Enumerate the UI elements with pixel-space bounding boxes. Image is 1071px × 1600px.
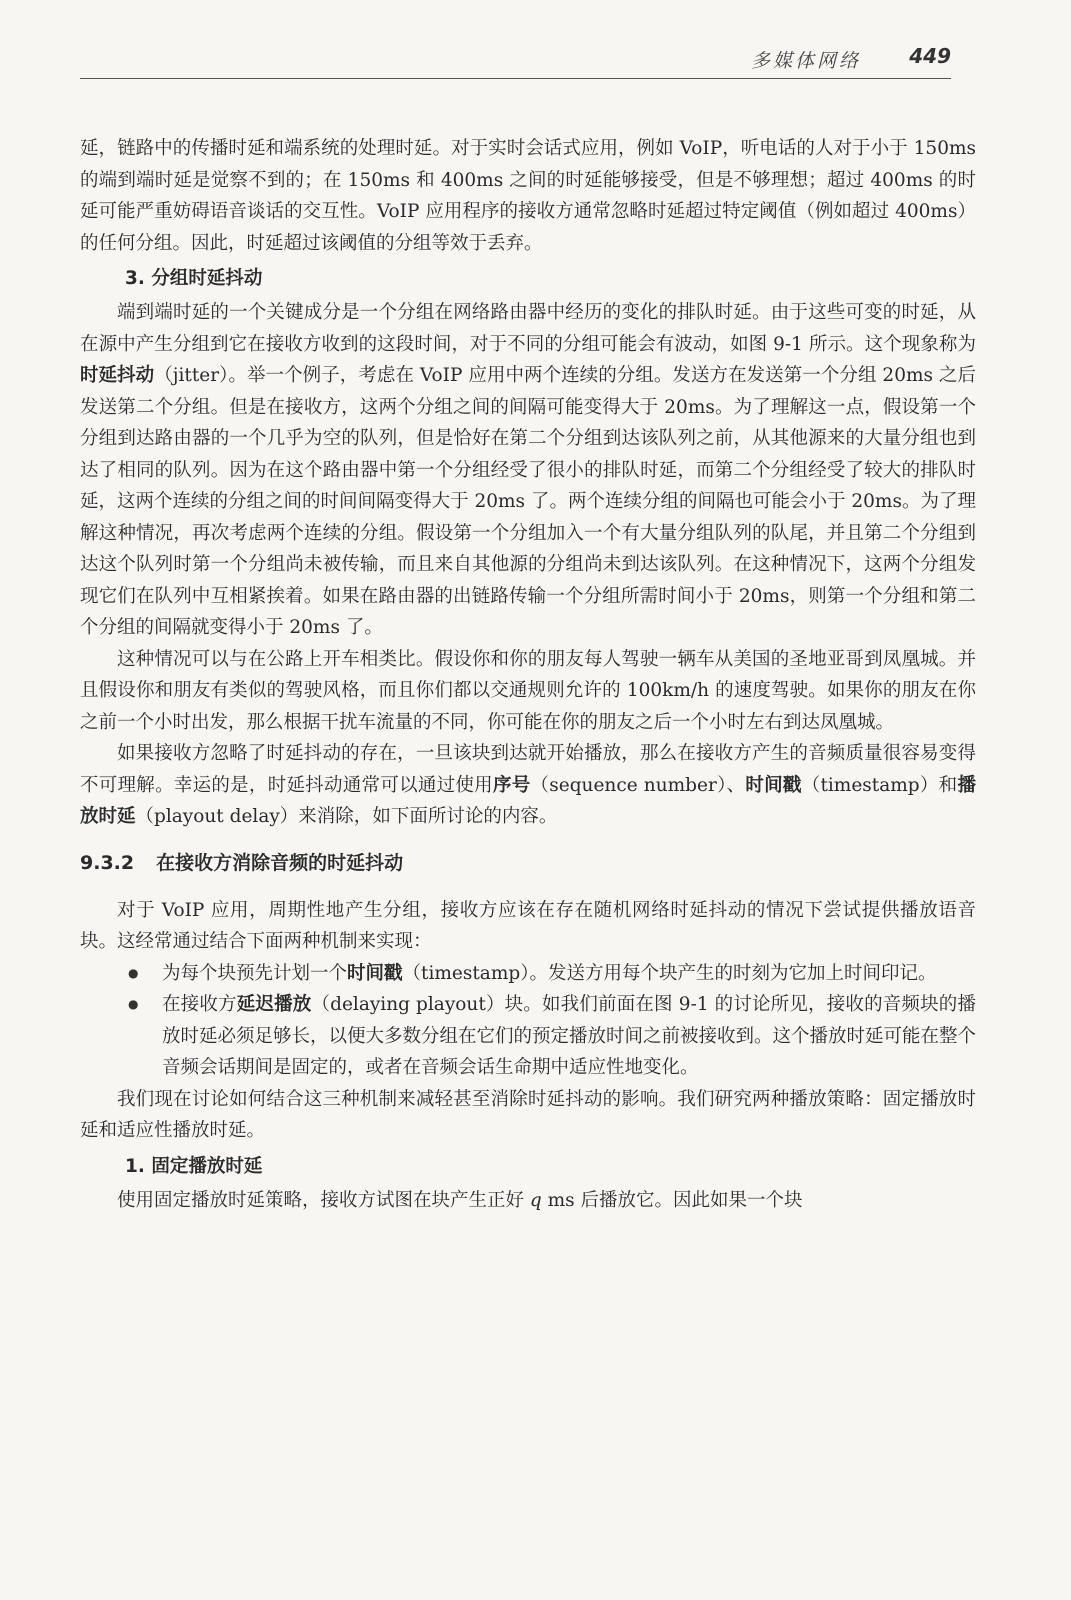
paragraph-fixed-playout (80, 1185, 976, 1217)
term-timestamp: 时间戳 (745, 774, 802, 796)
paragraph-delay-thresholds: 延，链路中的传播时延和端系统的处理时延。对于实时会话式应用，例如 VoIP，听电话的人对于小于 150ms 的端到端时延是觉察不到的；在 150ms 和 400ms 之间的时延能够接受，但是不够理想；超过 400ms 的时延可能严重妨碍语音谈话的交互性。VoIP 应用程序的接收方通常忽略时延超过特定阈值（例如超过 400ms）的任何分组。因此，时延超过该阈值的分组等效于丢弃。 (80, 138, 976, 254)
term-delayed-playout: 延迟播放 (236, 994, 312, 1015)
heading-packet-jitter: 3. 分组时延抖动 (125, 268, 263, 289)
text-span: （sequence number）、 (530, 774, 746, 796)
paragraph-jitter-removal (80, 738, 976, 833)
text-span: ms 后播放它。因此如果一个块 (541, 1189, 803, 1211)
paragraph-highway-analogy: 这种情况可以与在公路上开车相类比。假设你和你的朋友每人驾驶一辆车从美国的圣地亚哥到凤凰城。并且假设你和朋友有类似的驾驶风格，而且你们都以交通规则允许的 100km/h 的速度驾驶。如果你的朋友在你之前一个小时出发，那么根据干扰车流量的不同，你可能在你的朋友之后一个小时左右到达凤凰城。 (80, 648, 976, 733)
section-title: 在接收方消除音频的时延抖动 (156, 851, 404, 874)
section-heading-9-3-2 (80, 847, 976, 879)
text-span: 如果接收方忽略了时延抖动的存在，一旦该块到达就开始播放，那么在接收方产生的音频质量很容易变得不可理解。幸运的是，时延抖动通常可以通过使用 (80, 743, 976, 796)
text-span: 端到端时延的一个关键成分是一个分组在网络路由器中经历的变化的排队时延。由于这些可变的时延，从在源中产生分组到它在接收方收到的这段时间，对于不同的分组可能会有波动，如图 9-1 所示。这个现象称为 (80, 302, 976, 355)
heading-fixed-playout-delay: 1. 固定播放时延 (125, 1155, 263, 1177)
body-text (80, 133, 976, 1216)
term-sequence-number: 序号 (492, 774, 531, 796)
term-playout-delay: 播放时延 (80, 774, 976, 827)
paragraph-voip-mechanisms: 对于 VoIP 应用，周期性地产生分组，接收方应该在存在随机网络时延抖动的情况下尝试提供播放语音块。这经常通过结合下面两种机制来实现： (80, 899, 976, 952)
chapter-title: 多媒体网络 (750, 50, 861, 72)
mechanism-list (80, 958, 976, 1084)
list-item-timestamp (128, 958, 976, 990)
term-timestamp: 时间戳 (347, 962, 403, 984)
text-span: （playout delay）来消除，如下面所讨论的内容。 (135, 806, 558, 827)
paragraph-playout-strategies: 我们现在讨论如何结合这三种机制来减轻甚至消除时延抖动的影响。我们研究两种播放策略：固定播放时延和适应性播放时延。 (80, 1088, 976, 1141)
variable-q: q (529, 1189, 542, 1211)
text-span: 在接收方 (162, 994, 237, 1015)
text-span: （jitter）。举一个例子，考虑在 VoIP 应用中两个连续的分组。发送方在发送第一个分组 20ms 之后发送第二个分组。但是在接收方，这两个分组之间的间隔可能变得大于 20ms。为了理解这一点，假设第一个分组到达路由器的一个几乎为空的队列，但是恰好在第二个分组到达该队列之前，从其他源来的大量分组也到达了相同的队列。因为在这个路由器中第一个分组经受了很小的排队时延，而第二个分组经受了较大的排队时延，这两个连续的分组之间的时间间隔变得大于 20ms 了。两个连续分组的间隔也可能会小于 20ms。为了理解这种情况，再次考虑两个连续的分组。假设第一个分组加入一个有大量分组队列的队尾，并且第二个分组到达这个队列时第一个分组尚未被传输，而且来自其他源的分组尚未到达该队列。在这种情况下，这两个分组发现它们在队列中互相紧挨着。如果在路由器的出链路传输一个分组所需时间小于 20ms，则第一个分组和第二个分组的间隔就变得小于 20ms 了。 (80, 365, 976, 638)
running-head (80, 42, 951, 79)
text-span: （delaying playout）块。如我们前面在图 9-1 的讨论所见，接收的音频块的播放时延必须足够长，以便大多数分组在它们的预定播放时间之前被接收到。这个播放时延可能在整个音频会话期间是固定的，或者在音频会话生命期中适应性地变化。 (162, 994, 977, 1078)
list-item-delayed-playout (128, 989, 976, 1084)
text-span: （timestamp）和 (801, 774, 958, 796)
text-span: 为每个块预先计划一个 (162, 962, 348, 984)
term-jitter: 时延抖动 (80, 365, 155, 386)
page-number: 449 (909, 44, 951, 68)
paragraph-jitter-definition (80, 297, 976, 644)
text-span: （timestamp）。发送方用每个块产生的时刻为它加上时间印记。 (402, 962, 937, 984)
text-span: 使用固定播放时延策略，接收方试图在块产生正好 (117, 1189, 530, 1211)
section-number: 9.3.2 (80, 851, 135, 874)
